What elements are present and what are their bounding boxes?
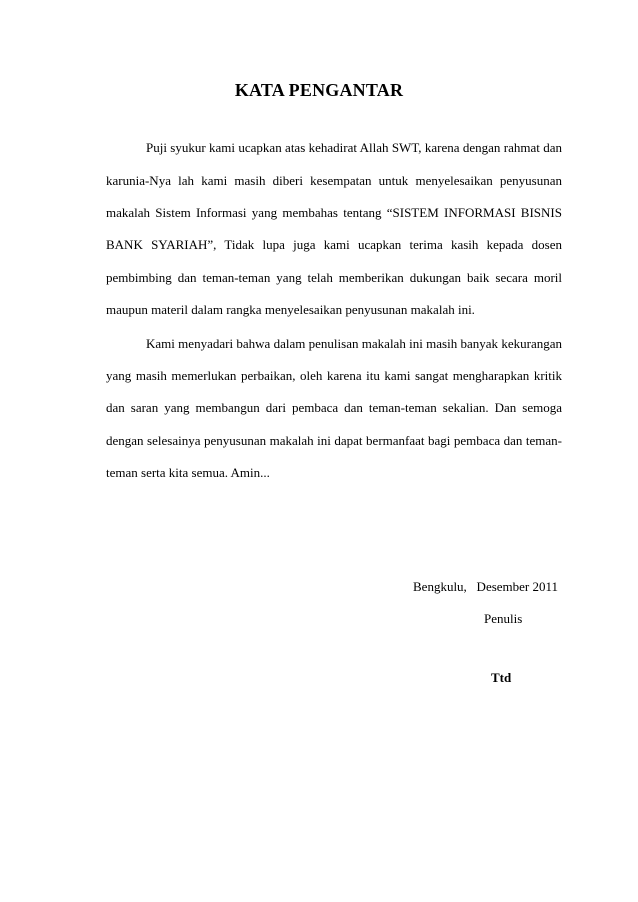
paragraph2-line: Kami menyadari bahwa dalam penulisan makalah ini masih banyak kekurangan (146, 336, 562, 351)
paragraph1-line: makalah Sistem Informasi yang membahas tentang “SISTEM INFORMASI BISNIS (106, 205, 562, 220)
document-title: KATA PENGANTAR (234, 80, 404, 100)
paragraph1-line: maupun materil dalam rangka menyelesaikan penyusunan makalah ini. (106, 302, 475, 317)
paragraph2-line: yang masih memerlukan perbaikan, oleh karena itu kami sangat mengharapkan kritik (106, 368, 562, 383)
paragraph2-line: dengan selesainya penyusunan makalah ini dapat bermanfaat bagi pembaca dan teman- (106, 433, 562, 448)
paragraph1-line: BANK SYARIAH”, Tidak lupa juga kami ucapkan terima kasih kepada dosen (106, 237, 562, 252)
paragraph2-line: teman serta kita semua. Amin... (106, 465, 270, 480)
paragraph1-line: Puji syukur kami ucapkan atas kehadirat Allah SWT, karena dengan rahmat dan (146, 140, 562, 155)
signature-place-date: Bengkulu, Desember 2011 (413, 579, 559, 594)
signature-ttd: Ttd (491, 670, 512, 685)
signature-role: Penulis (484, 611, 523, 626)
paragraph2-line: dan saran yang membangun dari pembaca dan teman-teman sekalian. Dan semoga (106, 400, 562, 415)
paragraph1-line: pembimbing dan teman-teman yang telah memberikan dukungan baik secara moril (106, 270, 562, 285)
paragraph1-line: karunia-Nya lah kami masih diberi kesempatan untuk menyelesaikan penyusunan (106, 173, 562, 188)
